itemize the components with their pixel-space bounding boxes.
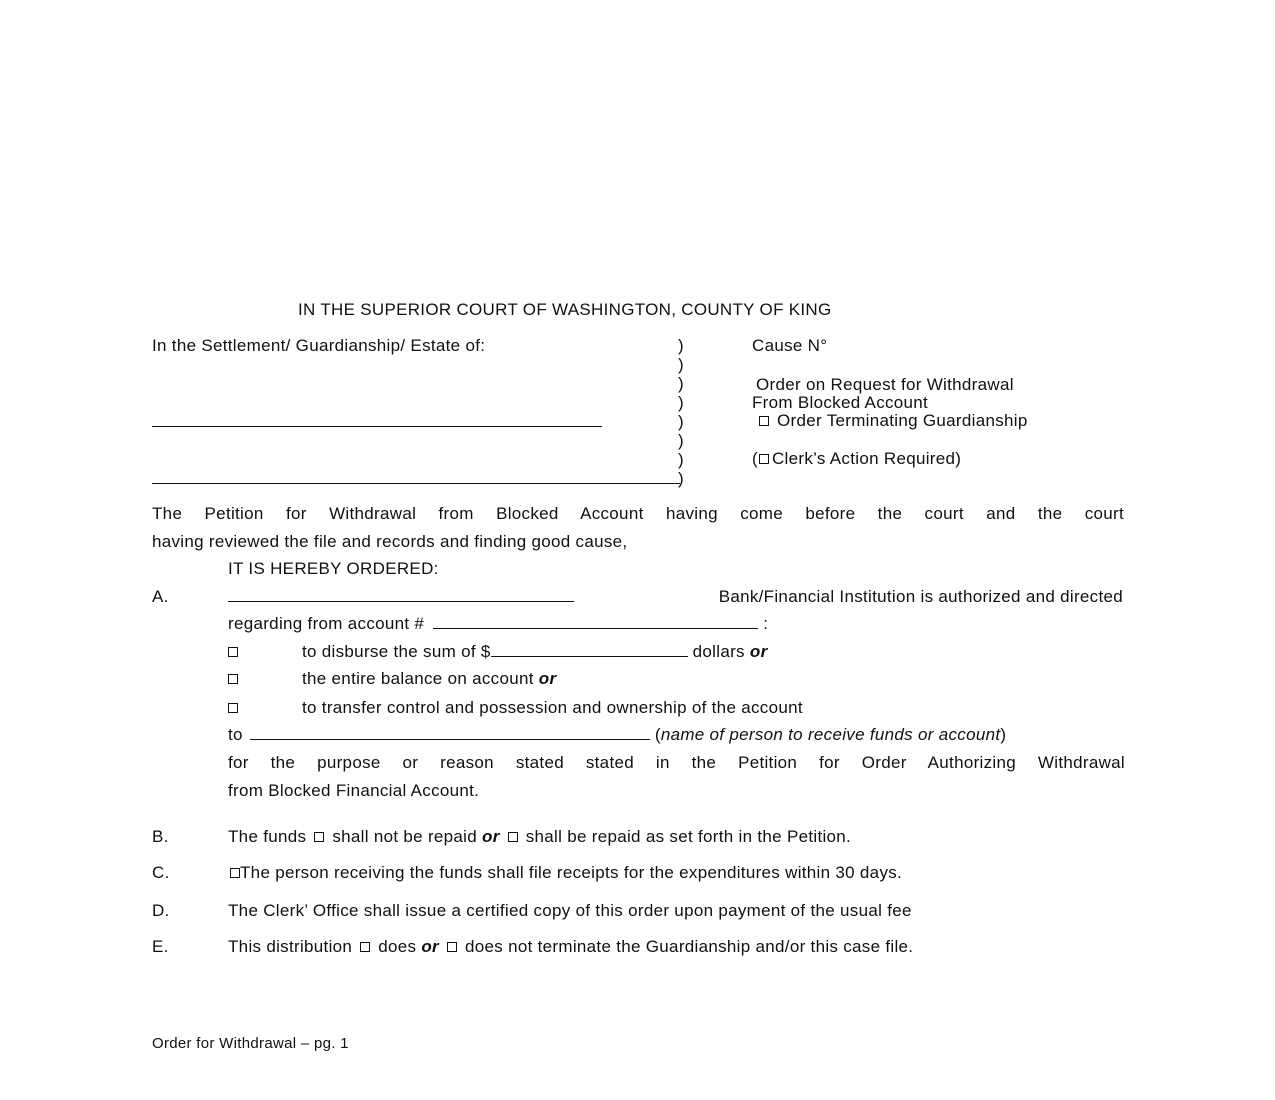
caption-paren: ) (678, 431, 684, 450)
recipient-note: name of person to receive funds or account (660, 725, 1001, 744)
purpose-line-2: from Blocked Financial Account. (228, 781, 480, 800)
not-repaid-label: shall not be repaid (332, 827, 478, 846)
party-name-line-1[interactable] (152, 426, 602, 427)
clerk-open-paren: ( (752, 449, 758, 468)
repaid-label: shall be repaid as set forth in the Petition. (525, 827, 852, 846)
caption-paren: ) (678, 393, 684, 412)
account-colon: : (763, 614, 769, 633)
item-b-text (228, 827, 851, 847)
order-title-line-1: Order on Request for Withdrawal (756, 375, 1014, 394)
account-label: regarding from account # (228, 614, 425, 633)
court-title: IN THE SUPERIOR COURT OF WASHINGTON, COUNTY OF KING (298, 300, 832, 319)
cause-number-label: Cause N° (752, 336, 828, 355)
terminating-option-label: Order Terminating Guardianship (777, 411, 1028, 430)
clerk-action-label: Clerk’s Action Required) (771, 449, 962, 468)
entire-balance-option (302, 669, 556, 689)
distribution-label: This distribution (228, 937, 353, 956)
transfer-control-checkbox[interactable] (228, 703, 238, 713)
item-c-text (228, 863, 902, 883)
item-c-letter: C. (152, 863, 170, 882)
bank-authorized-text: Bank/Financial Institution is authorized and directed (718, 587, 1123, 606)
item-e-text (228, 937, 913, 957)
or-connector: or (482, 827, 500, 846)
paren-open: ( (654, 725, 661, 744)
intro-line-2: having reviewed the file and records and finding good cause, (152, 532, 628, 551)
disburse-sum-option (302, 642, 768, 662)
receipts-label: The person receiving the funds shall file receipts for the expenditures within 30 days. (240, 863, 903, 882)
terminating-option (756, 411, 1028, 431)
disburse-sum-checkbox[interactable] (228, 647, 238, 657)
item-d-text: The Clerk’ Office shall issue a certified copy of this order upon payment of the usual fee (228, 901, 912, 920)
recipient-name-field[interactable] (250, 725, 650, 740)
clerk-action (752, 449, 961, 469)
or-connector: or (421, 937, 439, 956)
item-d-letter: D. (152, 901, 170, 920)
caption-paren: ) (678, 336, 684, 355)
does-terminate-checkbox[interactable] (360, 942, 370, 952)
caption-paren: ) (678, 374, 684, 393)
caption-paren: ) (678, 355, 684, 374)
party-name-line-2[interactable] (152, 483, 680, 484)
item-e-letter: E. (152, 937, 169, 956)
does-not-terminate-checkbox[interactable] (447, 942, 457, 952)
does-label: does (378, 937, 417, 956)
ordered-heading: IT IS HEREBY ORDERED: (228, 559, 439, 578)
clerk-action-checkbox[interactable] (759, 454, 769, 464)
order-title-line-2: From Blocked Account (752, 393, 929, 412)
disburse-amount-field[interactable] (491, 642, 688, 657)
entire-balance-label: the entire balance on account (302, 669, 534, 688)
item-a-account-line (228, 614, 768, 634)
item-b-letter: B. (152, 827, 169, 846)
purpose-line-1: for the purpose or reason stated stated in the Petition for Order Authorizing Withdrawal (228, 753, 1125, 772)
to-label: to (228, 725, 243, 744)
terminating-checkbox[interactable] (759, 416, 769, 426)
dollars-label: dollars (692, 642, 745, 661)
caption-paren: ) (678, 469, 684, 488)
entire-balance-checkbox[interactable] (228, 674, 238, 684)
intro-line-1: The Petition for Withdrawal from Blocked Account having come before the court and the court (152, 504, 1124, 523)
page-footer: Order for Withdrawal – pg. 1 (152, 1035, 349, 1052)
paren-close: ) (1000, 725, 1007, 744)
caption-paren: ) (678, 412, 684, 431)
repaid-checkbox[interactable] (508, 832, 518, 842)
or-connector: or (749, 642, 768, 661)
disburse-sum-label: to disburse the sum of $ (302, 642, 491, 661)
item-a-letter: A. (152, 587, 169, 606)
caption-paren: ) (678, 450, 684, 469)
recipient-line (228, 725, 1006, 745)
or-connector: or (538, 669, 557, 688)
does-not-terminate-label: does not terminate the Guardianship and/or this case file. (465, 937, 914, 956)
party-label: In the Settlement/ Guardianship/ Estate of: (152, 336, 486, 355)
receipts-checkbox[interactable] (230, 868, 240, 878)
account-number-field[interactable] (433, 614, 758, 629)
not-repaid-checkbox[interactable] (314, 832, 324, 842)
bank-name-field[interactable] (228, 587, 574, 602)
funds-label: The funds (228, 827, 307, 846)
item-a-bank-line (228, 587, 1123, 607)
transfer-control-label: to transfer control and possession and ownership of the account (302, 698, 803, 717)
